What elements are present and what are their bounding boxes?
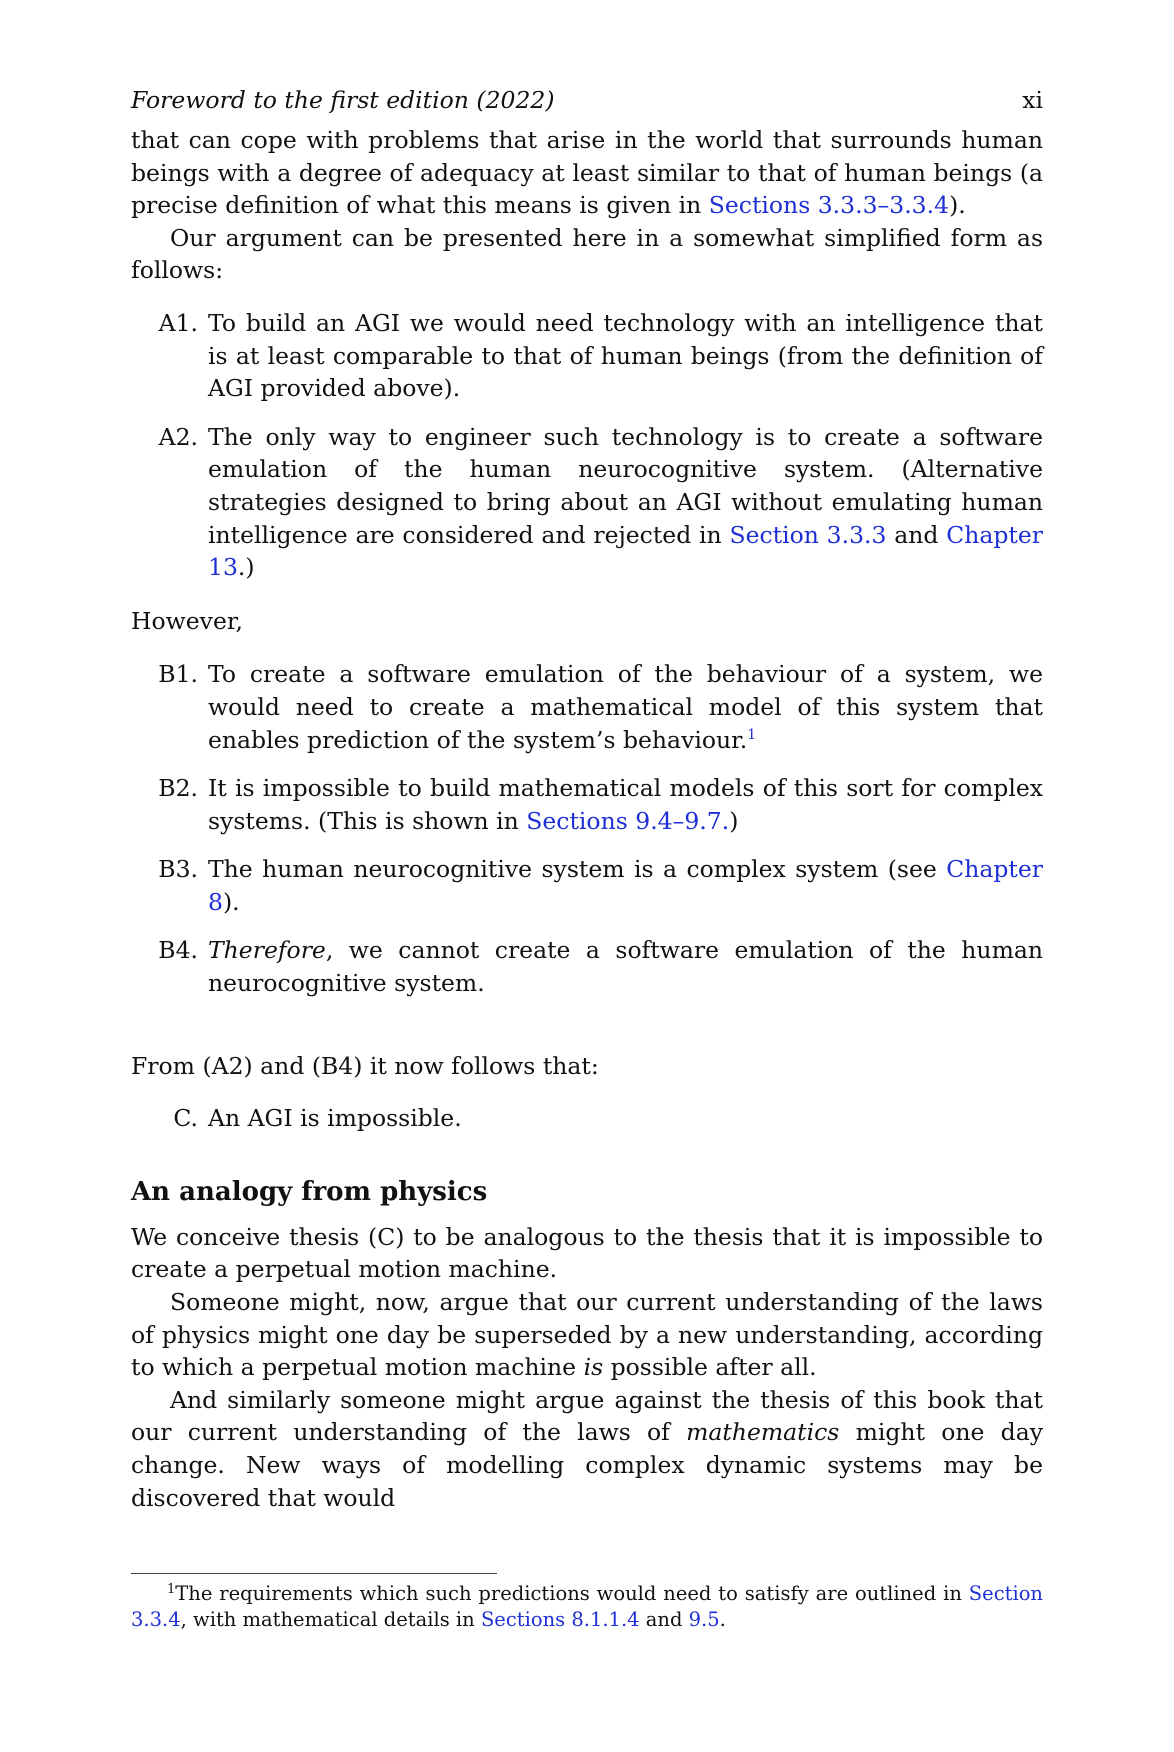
link-sections-3-3-3-3-3-4[interactable]: Sections 3.3.3–3.3.4 (708, 191, 950, 220)
list-text: Therefore, we cannot create a software emulation of the human neurocognitive system. (208, 936, 1043, 998)
section-heading: An analogy from physics (131, 1176, 488, 1207)
list-label: B3. (158, 855, 198, 884)
paragraph-physics-1: We conceive thesis (C) to be analogous to the thesis that it is impossible to create a perpetual motion machine. (131, 1222, 1043, 1284)
link-chapter-13[interactable]: Chapter 13 (208, 520, 1043, 582)
footnote-mark: 1 (167, 1582, 176, 1597)
link-chapter-8[interactable]: Chapter 8 (208, 855, 1043, 916)
list-item-a2 (131, 421, 1043, 584)
link-section-3-3-4[interactable]: Section 3.3.4 (131, 1582, 1043, 1631)
paragraph-argument-intro: Our argument can be presented here in a somewhat simplified form as follows: (131, 223, 1043, 285)
list-item-c (131, 1102, 1043, 1135)
paragraph-conclusion-intro: From (A2) and (B4) it now follows that: (131, 1051, 599, 1080)
list-text: An AGI is impossible. (208, 1104, 462, 1133)
list-a (131, 307, 1043, 584)
emphasis-therefore: Therefore (208, 936, 326, 965)
list-b (131, 658, 1043, 999)
emphasis-is: is (583, 1353, 604, 1382)
list-text: To create a software emulation of the behaviour of a system, we would need to create a mathematical model of this system that enables prediction of the system’s behaviour.$^1$ (208, 660, 1043, 754)
link-sections-9-4-9-7[interactable]: Sections 9.4–9.7. (526, 806, 730, 835)
list-label: B4. (158, 936, 198, 965)
paragraph-physics-2: Someone might, now, argue that our current understanding of the laws of physics might one day be superseded by a new understanding, according to which a perpetual motion machine is possible after all. (131, 1288, 1043, 1382)
list-label: B2. (158, 774, 198, 803)
list-item-b4 (131, 934, 1043, 999)
list-c (131, 1102, 1043, 1135)
link-section-9-5[interactable]: 9.5 (688, 1608, 720, 1631)
footnote-ref-1[interactable]: 1 (747, 726, 757, 743)
list-item-b3 (131, 853, 1043, 918)
list-text: The human neurocognitive system is a complex system (see Chapter 8). (208, 855, 1043, 916)
paragraph-agi-definition: that can cope with problems that arise in the world that surrounds human beings with a degree of adequacy at least similar to that of human beings (a precise definition of what this means is given in Sections 3.3.3–3.3.4). (131, 126, 1043, 220)
list-label: C. (173, 1104, 198, 1133)
paragraph-physics-3: And similarly someone might argue against the thesis of this book that our current understanding of the laws of mathematics might one day change. New ways of modelling complex dynamic systems may be discovered that would (131, 1385, 1043, 1512)
paragraph-however: However, (131, 606, 243, 635)
emphasis-mathematics: mathematics (686, 1418, 840, 1447)
footnote-rule (131, 1573, 497, 1574)
list-label: A2. (158, 422, 198, 451)
page-number: xi (1022, 86, 1043, 114)
list-item-a1 (131, 307, 1043, 405)
running-head-title: Foreword to the first edition (2022) (131, 86, 555, 114)
list-label: A1. (158, 308, 198, 337)
running-head (131, 84, 1043, 124)
list-text: To build an AGI we would need technology with an intelligence that is at least comparable to that of human beings (from the definition of AGI provided above). (208, 308, 1043, 403)
list-label: B1. (158, 660, 198, 689)
list-text: The only way to engineer such technology is to create a software emulation of the human neurocognitive system. (Alternative strategies designed to bring about an AGI without emulating human intelligence are considered and rejected in Section 3.3.3 and Chapter 13.) (208, 422, 1043, 582)
link-sections-8-1-1-4[interactable]: Sections 8.1.1.4 (480, 1608, 640, 1631)
list-text: It is impossible to build mathematical models of this sort for complex systems. (This is shown in Sections 9.4–9.7.) (208, 774, 1043, 835)
list-item-b2 (131, 772, 1043, 837)
list-item-b1 (131, 658, 1043, 756)
footnote-1: $^1$The requirements which such predictions would need to satisfy are outlined in Section 3.3.4, with mathematical details in Sections 8.1.1.4 and 9.5. (131, 1582, 1043, 1631)
page-body (131, 84, 1043, 1514)
link-section-3-3-3[interactable]: Section 3.3.3 (729, 520, 887, 549)
